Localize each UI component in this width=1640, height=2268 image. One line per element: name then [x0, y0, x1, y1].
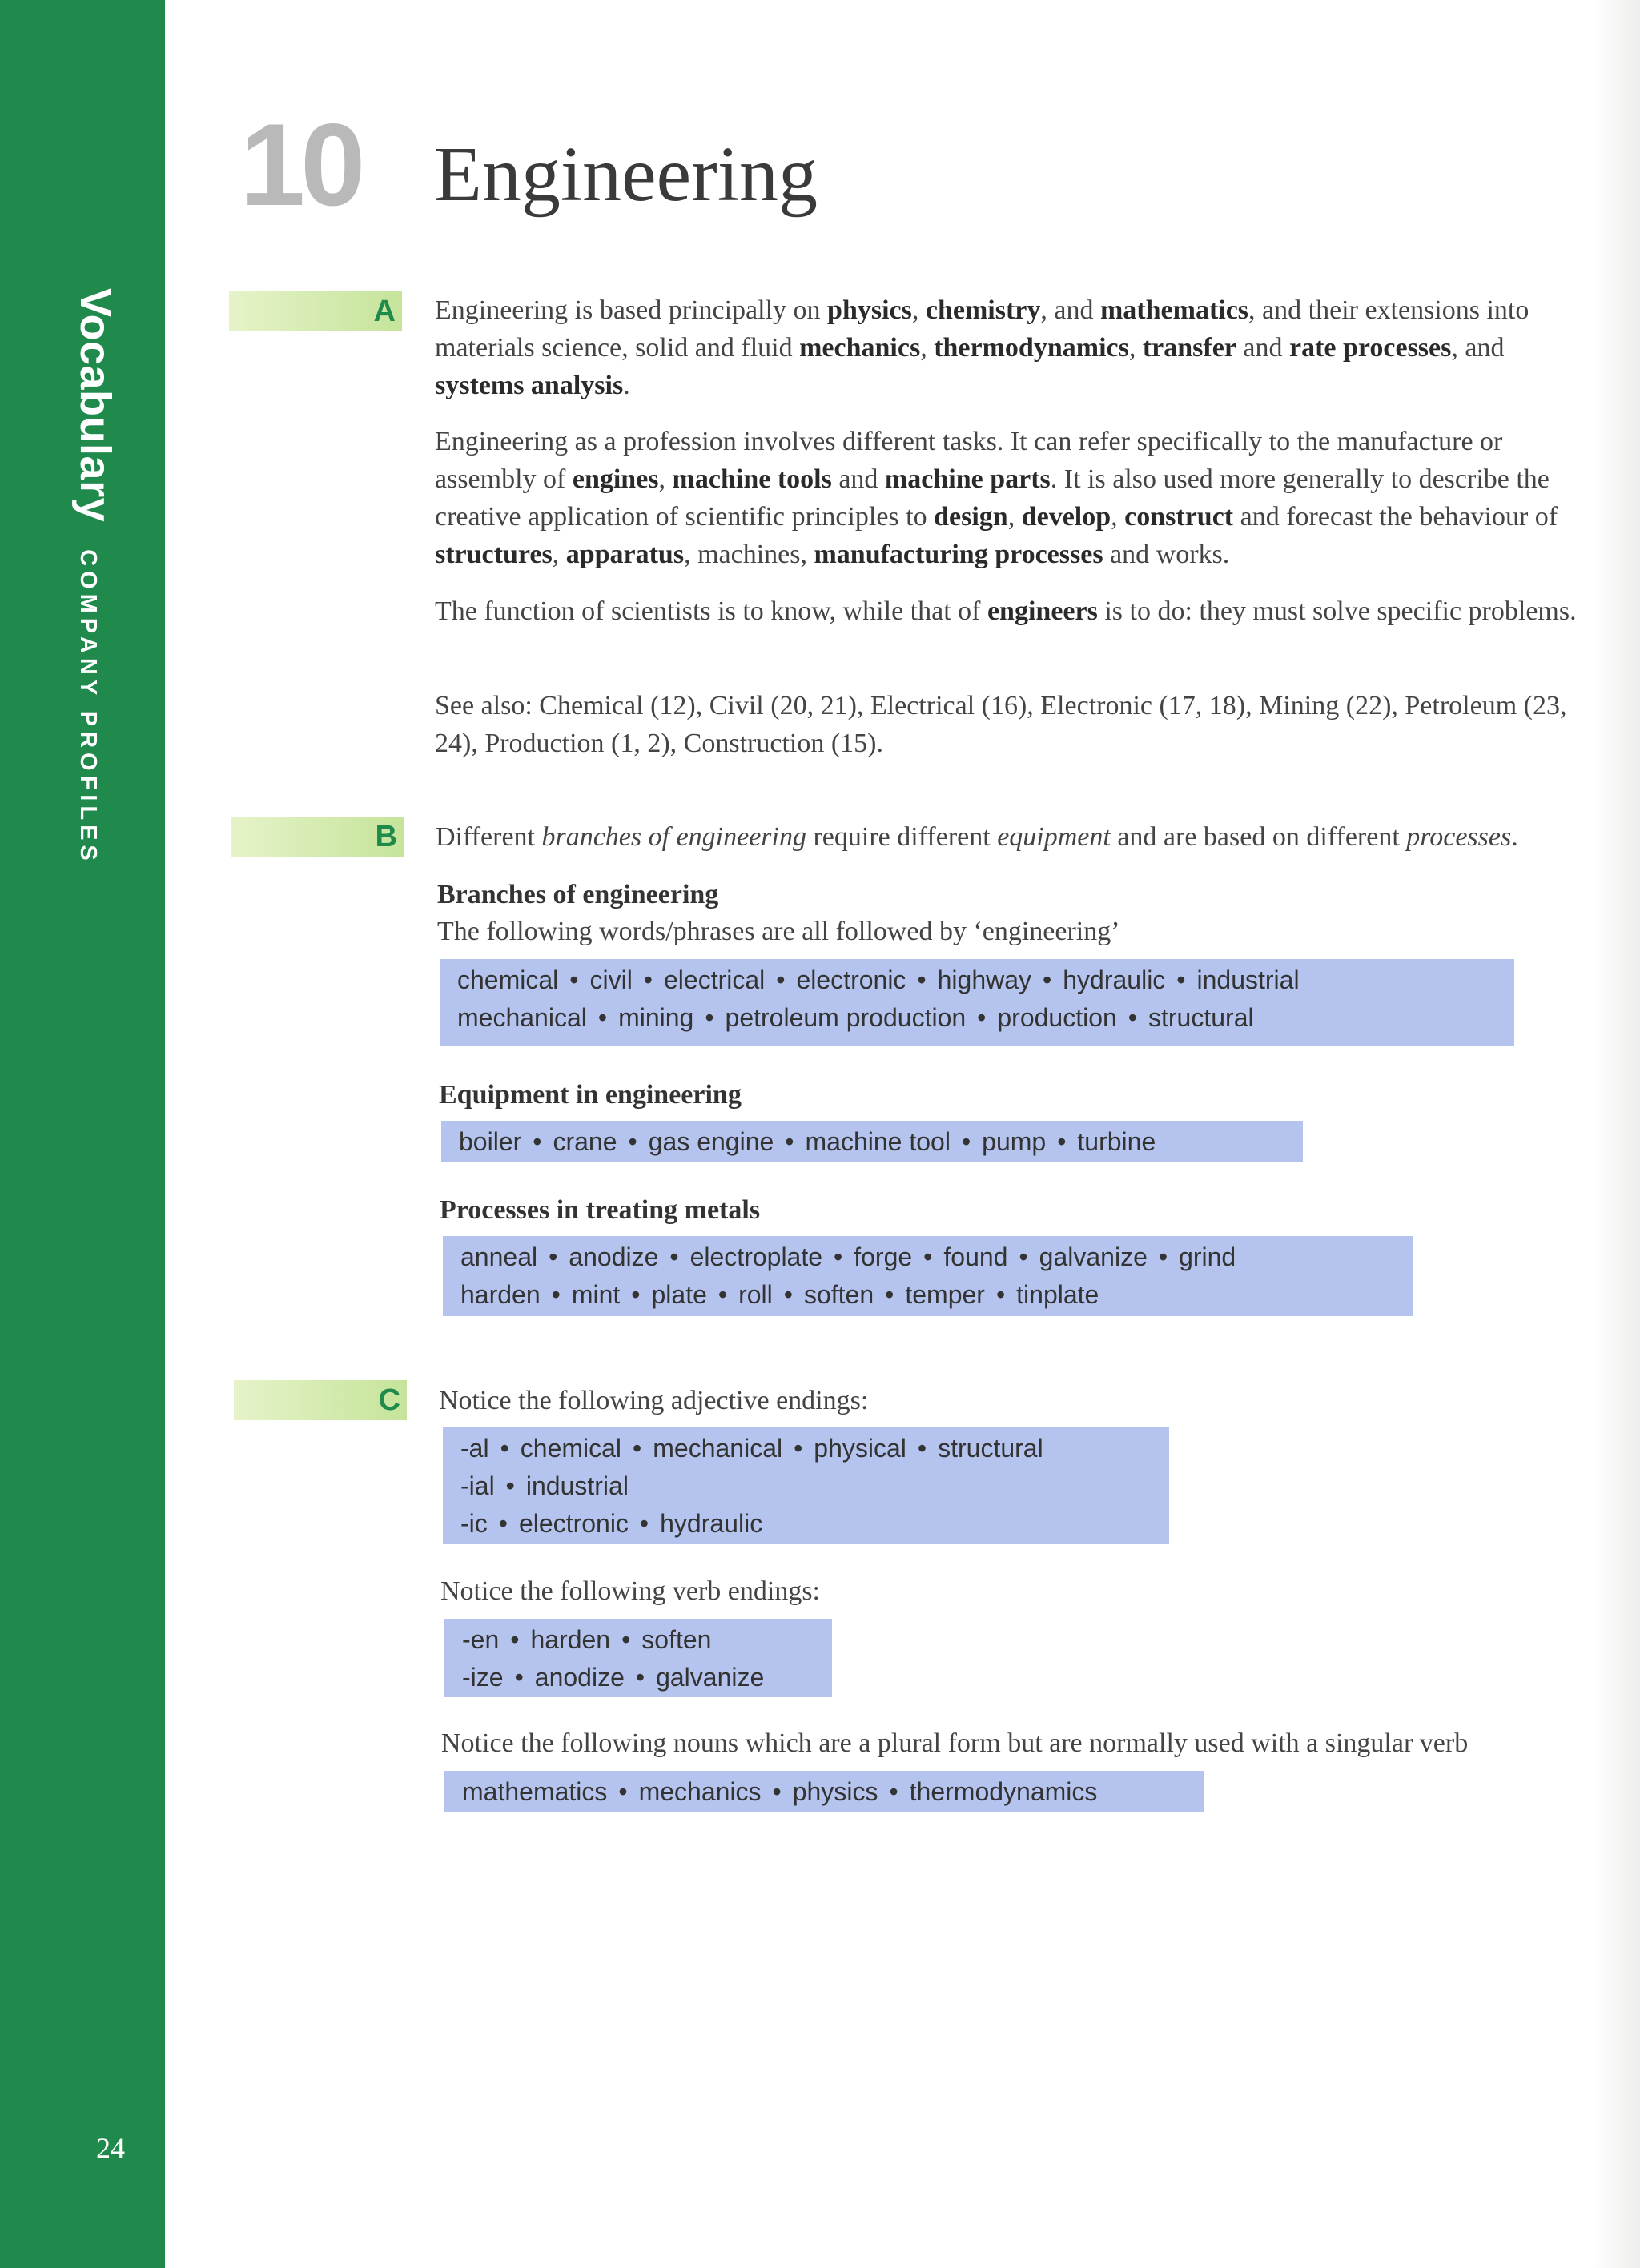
text-run: and [831, 464, 885, 494]
section-b-letter: B [375, 820, 397, 853]
key-term: engines [572, 464, 659, 494]
vocab-word: galvanize [656, 1663, 765, 1692]
key-term: apparatus [565, 540, 685, 569]
text-run: . [623, 371, 630, 400]
bullet-separator: • [514, 1663, 524, 1692]
vocab-word: machine tool [805, 1127, 951, 1156]
bullet-separator: • [500, 1434, 509, 1463]
word-line [462, 1773, 1186, 1811]
vocab-word: physics [792, 1777, 878, 1806]
text-run: and [1236, 333, 1289, 363]
bullet-separator: • [885, 1280, 894, 1309]
vocab-word: highway [937, 965, 1032, 994]
word-line [459, 1123, 1285, 1161]
emphasis-term: processes [1406, 822, 1512, 852]
processes-heading: Processes in treating metals [440, 1195, 761, 1225]
plural-nouns-box [444, 1771, 1204, 1812]
bullet-separator: • [776, 965, 786, 994]
branches-heading: Branches of engineering [437, 880, 719, 909]
key-term: machine tools [672, 464, 832, 494]
ending-suffix: -ic [460, 1509, 488, 1538]
bullet-separator: • [549, 1242, 558, 1271]
vocab-word: mint [571, 1280, 621, 1309]
bullet-separator: • [785, 1127, 794, 1156]
key-term: manufacturing processes [814, 540, 1103, 569]
key-term: systems analysis [435, 371, 624, 400]
word-line [457, 999, 1497, 1037]
page-number: 24 [96, 2132, 125, 2164]
key-term: physics [827, 295, 912, 325]
bullet-separator: • [783, 1280, 793, 1309]
vocab-word: tinplate [1016, 1280, 1099, 1309]
word-line [460, 1238, 1396, 1276]
bullet-separator: • [498, 1509, 508, 1538]
bullet-separator: • [635, 1663, 645, 1692]
bullet-separator: • [1158, 1242, 1168, 1271]
text-run: . It is also used more generally to describe the creative application of scientific principles to [435, 464, 1550, 532]
text-run: , [920, 333, 935, 363]
branches-note: The following words/phrases are all followed by ‘engineering’ [437, 917, 1120, 946]
text-run: , [1128, 333, 1143, 363]
bullet-separator: • [977, 1003, 987, 1032]
bullet-separator: • [669, 1242, 679, 1271]
section-a-bar [229, 291, 402, 331]
text-run: Different [436, 822, 542, 852]
bullet-separator: • [794, 1434, 803, 1463]
vocab-word: soften [803, 1280, 874, 1309]
ending-row [460, 1430, 1152, 1467]
key-term: develop [1021, 502, 1111, 532]
text-run: require different [806, 822, 998, 852]
bullet-separator: • [628, 1127, 637, 1156]
bullet-separator: • [621, 1625, 631, 1654]
key-term: structures [435, 540, 553, 569]
text-run: , [911, 295, 926, 325]
equipment-heading: Equipment in engineering [439, 1080, 742, 1110]
section-c-letter: C [378, 1383, 400, 1417]
vocab-word: temper [905, 1280, 985, 1309]
section-a-paragraph-3 [435, 592, 1588, 630]
vocab-word: petroleum production [725, 1003, 967, 1032]
vocab-word: anodize [569, 1242, 659, 1271]
vocab-word: electroplate [689, 1242, 823, 1271]
text-run: and works. [1103, 540, 1230, 569]
key-term: mechanics [799, 333, 921, 363]
vocab-word: boiler [459, 1127, 522, 1156]
key-term: rate processes [1289, 333, 1452, 363]
ending-suffix: -ize [462, 1663, 504, 1692]
sidebar [0, 0, 165, 2268]
vocab-word: industrial [1196, 965, 1300, 994]
bullet-separator: • [1176, 965, 1186, 994]
vocab-word: soften [641, 1625, 712, 1654]
bullet-separator: • [618, 1777, 628, 1806]
bullet-separator: • [505, 1471, 515, 1500]
ending-suffix: -al [460, 1434, 489, 1463]
vocab-word: crane [553, 1127, 617, 1156]
bullet-separator: • [510, 1625, 520, 1654]
word-line [460, 1276, 1396, 1314]
key-term: construct [1124, 502, 1234, 532]
key-term: mathematics [1099, 295, 1249, 325]
vocab-word: grind [1179, 1242, 1236, 1271]
sidebar-vocabulary-label: Vocabulary [71, 288, 119, 523]
bullet-separator: • [1128, 1003, 1137, 1032]
text-run: The function of scientists is to know, while that of [435, 596, 987, 626]
processes-word-box [443, 1236, 1413, 1316]
adjective-endings-note: Notice the following adjective endings: [439, 1386, 869, 1415]
bullet-separator: • [705, 1003, 714, 1032]
plural-nouns-note: Notice the following nouns which are a plural form but are normally used with a singular verb [441, 1728, 1469, 1758]
ending-row [460, 1505, 1152, 1543]
vocab-word: forge [854, 1242, 913, 1271]
vocab-word: plate [651, 1280, 707, 1309]
word-line [457, 961, 1497, 999]
ending-row [462, 1621, 814, 1659]
ending-suffix: -en [462, 1625, 500, 1654]
bullet-separator: • [633, 1434, 642, 1463]
ending-suffix: -ial [460, 1471, 495, 1500]
vocab-word: galvanize [1039, 1242, 1148, 1271]
key-term: engineers [987, 596, 1098, 626]
text-run: Engineering as a profession involves different tasks. It can refer specifically to the manufacture or assembly of [435, 427, 1503, 494]
vocab-word: pump [982, 1127, 1047, 1156]
vocab-word: turbine [1077, 1127, 1156, 1156]
bullet-separator: • [533, 1127, 542, 1156]
equipment-word-box [441, 1121, 1303, 1162]
bullet-separator: • [995, 1280, 1006, 1309]
key-term: thermodynamics [934, 333, 1129, 363]
vocab-word: industrial [525, 1471, 629, 1500]
text-run: and are based on different [1110, 822, 1407, 852]
vocab-word: production [997, 1003, 1117, 1032]
vocab-word: roll [738, 1280, 773, 1309]
bullet-separator: • [1057, 1127, 1067, 1156]
section-b-bar [231, 817, 404, 857]
vocab-word: harden [460, 1280, 541, 1309]
section-b-intro [436, 818, 1589, 856]
vocab-word: thermodynamics [909, 1777, 1098, 1806]
vocab-word: anodize [534, 1663, 625, 1692]
vocab-word: mechanics [638, 1777, 762, 1806]
text-run: , and their extensions into materials science, solid and fluid [435, 295, 1529, 363]
section-a-paragraph-2 [435, 423, 1588, 573]
unit-number: 10 [240, 99, 361, 230]
bullet-separator: • [1043, 965, 1052, 994]
vocab-word: electronic [518, 1509, 629, 1538]
bullet-separator: • [718, 1280, 728, 1309]
vocab-word: mechanical [653, 1434, 783, 1463]
text-run: See also: Chemical (12), Civil (20, 21), Electrical (16), Electronic (17, 18), Mining (22), Petroleum (23, 24), Production (1, 2), Construction (15). [435, 691, 1567, 758]
vocab-word: structural [938, 1434, 1043, 1463]
bullet-separator: • [569, 965, 579, 994]
section-a-paragraph-1 [435, 291, 1588, 404]
bullet-separator: • [889, 1777, 898, 1806]
bullet-separator: • [917, 1434, 927, 1463]
text-run: Engineering is based principally on [435, 295, 828, 325]
vocab-word: electronic [796, 965, 906, 994]
vocab-word: found [943, 1242, 1008, 1271]
page-edge-shadow [1592, 0, 1640, 2268]
vocab-word: civil [589, 965, 633, 994]
emphasis-term: equipment [997, 822, 1111, 852]
branches-word-box [440, 959, 1514, 1046]
text-run: , [1007, 502, 1022, 532]
text-run: . [1511, 822, 1518, 852]
text-run: , [658, 464, 673, 494]
text-run: , machines, [684, 540, 814, 569]
ending-row [460, 1467, 1152, 1505]
text-run: , and [1451, 333, 1505, 363]
section-c-bar [234, 1380, 407, 1420]
vocab-word: hydraulic [1063, 965, 1166, 994]
emphasis-term: branches of engineering [541, 822, 806, 852]
section-a-see-also [435, 687, 1588, 762]
bullet-separator: • [631, 1280, 641, 1309]
sidebar-vertical-label [70, 288, 120, 865]
vocab-word: harden [530, 1625, 611, 1654]
bullet-separator: • [551, 1280, 561, 1309]
ending-row [462, 1659, 814, 1696]
vocab-word: mechanical [457, 1003, 587, 1032]
bullet-separator: • [834, 1242, 843, 1271]
vocab-word: structural [1148, 1003, 1254, 1032]
bullet-separator: • [639, 1509, 649, 1538]
vocab-word: chemical [457, 965, 559, 994]
bullet-separator: • [597, 1003, 608, 1032]
adjective-endings-box [443, 1427, 1169, 1544]
vocab-word: chemical [520, 1434, 622, 1463]
vocab-word: gas engine [648, 1127, 774, 1156]
vocab-word: mathematics [462, 1777, 608, 1806]
section-a-letter: A [373, 295, 396, 328]
bullet-separator: • [923, 1242, 933, 1271]
text-run: and forecast the behaviour of [1233, 502, 1558, 532]
bullet-separator: • [643, 965, 653, 994]
bullet-separator: • [772, 1777, 782, 1806]
vocab-word: hydraulic [660, 1509, 763, 1538]
sidebar-company-profiles-label: COMPANY PROFILES [75, 549, 101, 865]
bullet-separator: • [1019, 1242, 1028, 1271]
text-run: , and [1040, 295, 1100, 325]
key-term: chemistry [925, 295, 1041, 325]
vocab-word: electrical [664, 965, 766, 994]
text-run: is to do: they must solve specific problems. [1097, 596, 1577, 626]
key-term: machine parts [884, 464, 1051, 494]
vocab-word: physical [814, 1434, 906, 1463]
key-term: design [934, 502, 1008, 532]
verb-endings-box [444, 1619, 832, 1697]
text-run: , [552, 540, 566, 569]
vocab-word: anneal [460, 1242, 538, 1271]
page-title: Engineering [434, 131, 818, 218]
verb-endings-note: Notice the following verb endings: [440, 1576, 821, 1606]
bullet-separator: • [917, 965, 927, 994]
vocab-word: mining [618, 1003, 694, 1032]
key-term: transfer [1142, 333, 1236, 363]
bullet-separator: • [961, 1127, 971, 1156]
text-run: , [1111, 502, 1125, 532]
